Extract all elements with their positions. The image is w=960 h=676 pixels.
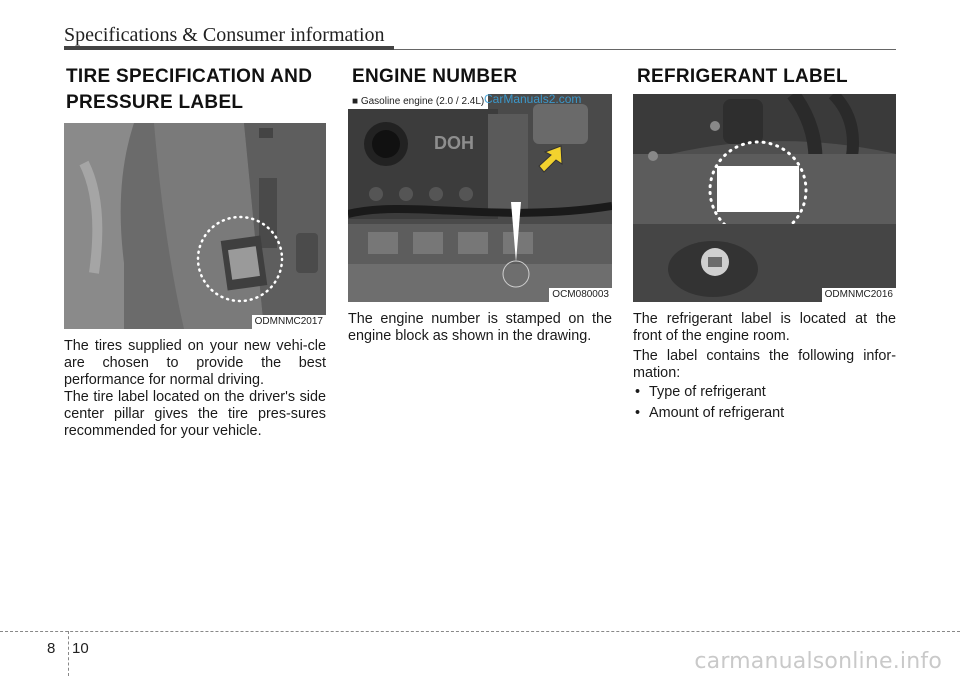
header-rule-thin bbox=[394, 49, 896, 50]
tire-title-line1: TIRE SPECIFICATION AND bbox=[66, 66, 313, 87]
engine-cover-lettering: DOH bbox=[434, 133, 474, 153]
engine-section-title: ENGINE NUMBER bbox=[352, 66, 518, 87]
bullet-text: Type of refrigerant bbox=[649, 384, 766, 400]
page-number: 10 bbox=[72, 640, 89, 657]
refrigerant-label-photo bbox=[633, 94, 896, 302]
engine-number-photo bbox=[348, 94, 612, 302]
tire-label-photo bbox=[64, 123, 326, 329]
tire-title-line2: PRESSURE LABEL bbox=[66, 92, 244, 113]
footer-divider bbox=[68, 631, 69, 676]
bullet-dot: • bbox=[635, 384, 641, 400]
footer-rule bbox=[0, 631, 960, 632]
refrigerant-paragraph-1: The refrigerant label is located at the front of the engine room. bbox=[633, 311, 896, 344]
header-rule-thick bbox=[64, 46, 394, 50]
engine-photo-code: OCM080003 bbox=[549, 288, 612, 302]
refrigerant-paragraph-2: The label contains the following infor-mation: bbox=[633, 348, 896, 381]
refrigerant-photo-code: ODMNMC2016 bbox=[822, 288, 896, 302]
tire-pillar-illustration bbox=[64, 123, 326, 329]
refrigerant-bullet-item bbox=[635, 384, 766, 401]
tire-section-title bbox=[66, 64, 312, 116]
tire-photo-code: ODMNMC2017 bbox=[252, 315, 326, 329]
chapter-number: 8 bbox=[47, 640, 56, 657]
site-watermark: carmanualsonline.info bbox=[694, 649, 942, 674]
tire-paragraph-1: The tires supplied on your new vehi-cle are chosen to provide the best performance for normal driving. bbox=[64, 338, 326, 388]
watermark-text: CarManuals2.com bbox=[484, 92, 582, 106]
tire-paragraph-2: The tire label located on the driver's side center pillar gives the tire pres-sures recommended for your vehicle. bbox=[64, 389, 326, 439]
engine-bay-illustration bbox=[348, 94, 612, 302]
engine-room-illustration bbox=[633, 94, 896, 302]
engine-photo-caption: ■ Gasoline engine (2.0 / 2.4L) bbox=[348, 94, 488, 109]
refrigerant-section-title: REFRIGERANT LABEL bbox=[637, 66, 848, 87]
engine-paragraph-1: The engine number is stamped on the engine block as shown in the drawing. bbox=[348, 311, 612, 344]
running-header: Specifications & Consumer information bbox=[64, 24, 385, 46]
bullet-dot: • bbox=[635, 405, 641, 421]
bullet-text: Amount of refrigerant bbox=[649, 405, 785, 421]
refrigerant-bullet-item bbox=[635, 405, 784, 422]
